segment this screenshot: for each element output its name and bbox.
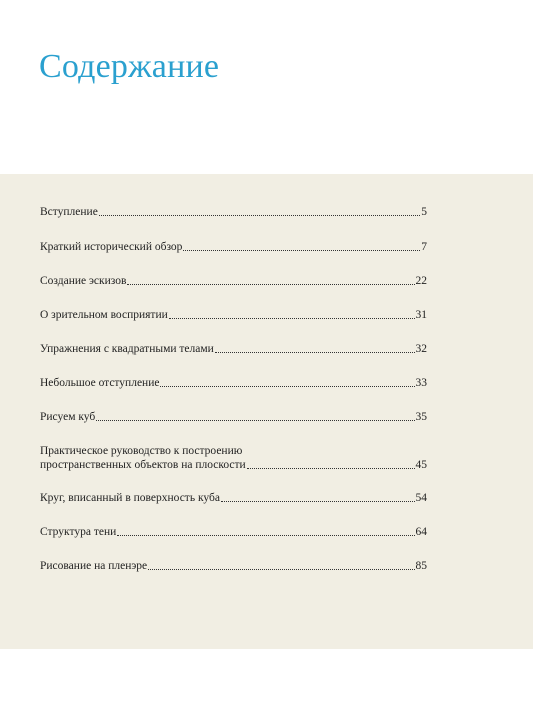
- toc-entry-label: пространственных объектов на плоскости: [40, 459, 246, 471]
- toc-entry[interactable]: [40, 308, 427, 322]
- toc-entry[interactable]: [40, 525, 427, 539]
- toc-entry-label: Круг, вписанный в поверхность куба: [40, 492, 220, 504]
- toc-entry[interactable]: [40, 491, 427, 505]
- toc-entry[interactable]: [40, 205, 427, 219]
- toc-entry-page: 35: [415, 411, 427, 423]
- toc-leader-dots: [247, 467, 415, 469]
- toc-leader-dots: [160, 385, 414, 387]
- toc-entry-page: 5: [421, 206, 427, 218]
- toc-leader-dots: [148, 568, 414, 570]
- toc-entry-label: Структура тени: [40, 526, 117, 538]
- toc-entry-label-line1: Практическое руководство к построению: [40, 445, 243, 457]
- toc-leader-dots: [221, 500, 415, 502]
- toc-entry[interactable]: [40, 274, 427, 288]
- toc-entry[interactable]: [40, 444, 427, 472]
- toc-entry-label: Упражнения с квадратными телами: [40, 343, 214, 355]
- toc-entry-page: 45: [415, 459, 427, 471]
- toc-entry-page: 31: [415, 309, 427, 321]
- toc-entry-label: Краткий исторический обзор: [40, 241, 183, 253]
- toc-leader-dots: [127, 283, 414, 285]
- toc-entry-page: 22: [415, 275, 427, 287]
- toc-entry-page: 85: [415, 560, 427, 572]
- toc-leader-dots: [117, 534, 414, 536]
- toc-entry[interactable]: [40, 376, 427, 390]
- toc-entry-page: 54: [415, 492, 427, 504]
- toc-leader-dots: [215, 351, 415, 353]
- toc-entry-page: 64: [415, 526, 427, 538]
- toc-leader-dots: [183, 249, 420, 251]
- toc-entry-page: 32: [415, 343, 427, 355]
- toc-leader-dots: [96, 419, 414, 421]
- toc-entry[interactable]: [40, 559, 427, 573]
- toc-entry-page: 33: [415, 377, 427, 389]
- toc-entry[interactable]: [40, 410, 427, 424]
- page-title: Содержание: [39, 48, 220, 85]
- toc-entry[interactable]: [40, 240, 427, 254]
- toc-entry-label: Небольшое отступление: [40, 377, 160, 389]
- toc-entry-label: Создание эскизов: [40, 275, 127, 287]
- toc-entry-label: О зрительном восприятии: [40, 309, 168, 321]
- toc-leader-dots: [99, 214, 420, 216]
- toc-entry-label: Вступление: [40, 206, 98, 218]
- toc-entry-page: 7: [421, 241, 427, 253]
- toc-entry-label: Рисование на пленэре: [40, 560, 148, 572]
- toc-entry[interactable]: [40, 342, 427, 356]
- toc-entry-label: Рисуем куб: [40, 411, 96, 423]
- toc-leader-dots: [169, 317, 415, 319]
